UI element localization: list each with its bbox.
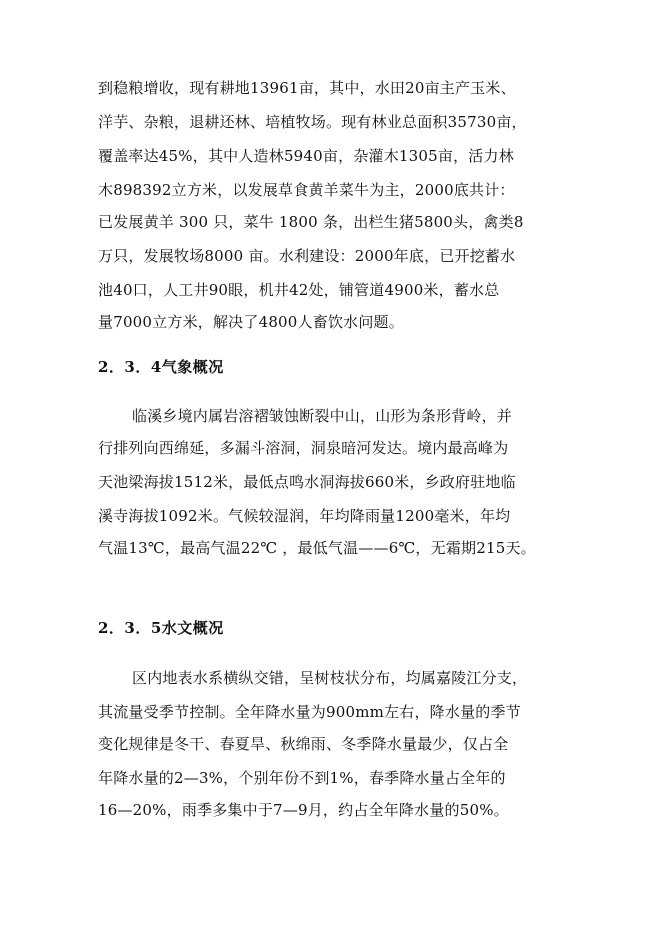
paragraph-line: 天池梁海拔1512米，最低点鸣水洞海拔660米，乡政府驻地临: [98, 473, 516, 491]
paragraph-line: 年降水量的2—3%，个别年份不到1%，春季降水量占全年的: [98, 769, 506, 787]
paragraph-line: 覆盖率达45%，其中人造林5940亩，杂灌木1305亩，活力林: [98, 147, 514, 165]
paragraph-line: 区内地表水系横纵交错，呈树枝状分布，均属嘉陵江分支，: [132, 669, 528, 687]
paragraph-line: 池40口，人工井90眼，机井42处，铺管道4900米，蓄水总: [98, 281, 500, 299]
paragraph-line: 到稳粮增收，现有耕地13961亩，其中，水田20亩主产玉米、: [98, 79, 516, 97]
section-heading: 2．3．5水文概况: [98, 619, 224, 637]
paragraph-line: 溪寺海拔1092米。气候较湿润，年均降雨量1200毫米，年均: [98, 507, 511, 525]
paragraph-line: 临溪乡境内属岩溶褶皱蚀断裂中山，山形为条形背岭，并: [132, 407, 513, 425]
paragraph-line: 木898392立方米，以发展草食黄羊菜牛为主，2000底共计：: [98, 181, 515, 199]
paragraph-line: 量7000立方米，解决了4800人畜饮水问题。: [98, 313, 404, 331]
paragraph-line: 气温13℃，最高气温22℃ ，最低气温——6℃，无霜期215天。: [98, 539, 536, 557]
paragraph-line: 行排列向西绵延，多漏斗溶洞，洞泉暗河发达。境内最高峰为: [98, 439, 509, 457]
paragraph-line: 变化规律是冬干、春夏旱、秋绵雨、冬季降水量最少，仅占全: [98, 735, 509, 753]
paragraph-line: 已发展黄羊 300 只，菜牛 1800 条，出栏生猪5800头，禽类8: [98, 213, 524, 231]
paragraph-line: 洋芋、杂粮，退耕还林、培植牧场。现有林业总面积35730亩，: [98, 113, 527, 131]
paragraph-line: 万只，发展牧场8000 亩。水利建设：2000年底，已开挖蓄水: [98, 247, 516, 265]
paragraph-line: 16—20%，雨季多集中于7—9月，约占全年降水量的50%。: [98, 801, 509, 819]
paragraph-line: 其流量受季节控制。全年降水量为900mm左右，降水量的季节: [98, 703, 521, 721]
section-heading: 2．3．4气象概况: [98, 358, 224, 376]
